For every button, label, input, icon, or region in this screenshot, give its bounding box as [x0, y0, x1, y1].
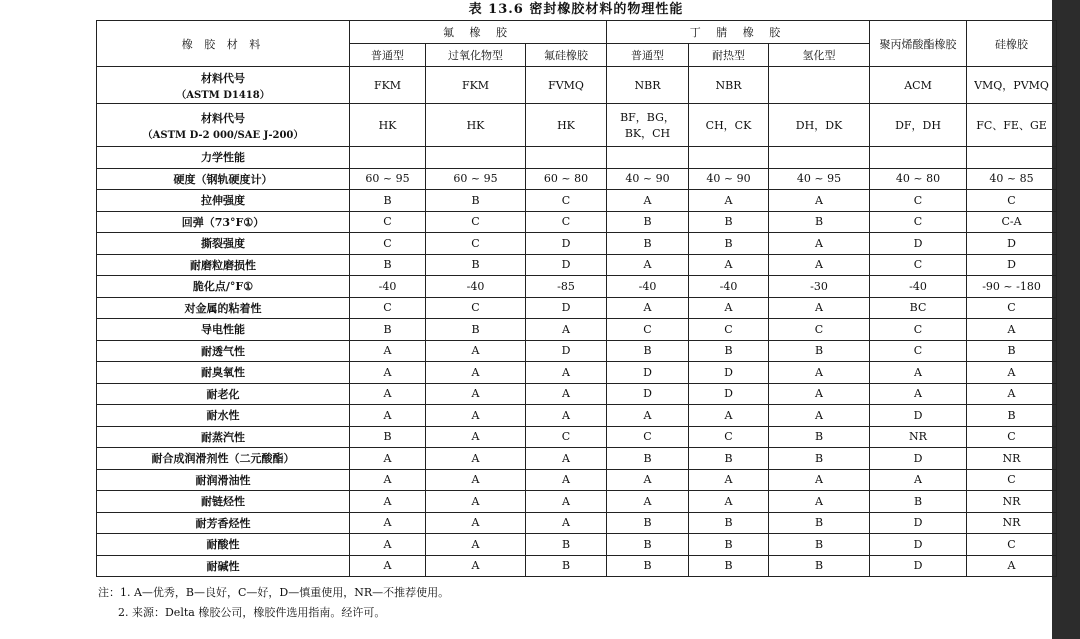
- value-cell: D: [689, 362, 769, 384]
- value-cell: A: [689, 254, 769, 276]
- value-cell: C: [870, 211, 967, 233]
- row-label: 材料代号 （ASTM D-2 000/SAE J-200）: [97, 104, 350, 147]
- value-cell: A: [769, 190, 870, 212]
- value-cell: A: [769, 491, 870, 513]
- value-cell: [350, 147, 426, 169]
- value-cell: VMQ，PVMQ: [967, 67, 1057, 104]
- value-cell: [426, 147, 526, 169]
- value-cell: B: [689, 340, 769, 362]
- value-cell: C: [870, 190, 967, 212]
- rubber-properties-table: [96, 20, 1057, 577]
- row-label: 耐酸性: [97, 534, 350, 556]
- table-row: [97, 448, 1057, 470]
- table-row: [97, 469, 1057, 491]
- value-cell: B: [350, 254, 426, 276]
- value-cell: C: [689, 319, 769, 341]
- value-cell: A: [689, 297, 769, 319]
- value-cell: A: [426, 340, 526, 362]
- value-cell: A: [350, 405, 426, 427]
- table-row: [97, 233, 1057, 255]
- value-cell: D: [607, 383, 689, 405]
- table-row: [97, 555, 1057, 577]
- row-label: 耐润滑油性: [97, 469, 350, 491]
- value-cell: [769, 67, 870, 104]
- table-row: [97, 67, 1057, 104]
- value-cell: -40: [607, 276, 689, 298]
- value-cell: D: [526, 254, 607, 276]
- value-cell: -90 ~ -180: [967, 276, 1057, 298]
- value-cell: B: [967, 405, 1057, 427]
- value-cell: C: [967, 469, 1057, 491]
- value-cell: B: [607, 512, 689, 534]
- value-cell: D: [607, 362, 689, 384]
- value-cell: A: [526, 319, 607, 341]
- value-cell: BC: [870, 297, 967, 319]
- value-cell: NR: [967, 448, 1057, 470]
- value-cell: C: [607, 319, 689, 341]
- table-row: [97, 276, 1057, 298]
- value-cell: A: [350, 534, 426, 556]
- value-cell: A: [350, 555, 426, 577]
- value-cell: [689, 147, 769, 169]
- subheader-cell: 耐热型: [689, 44, 769, 67]
- value-cell: B: [607, 555, 689, 577]
- value-cell: A: [426, 405, 526, 427]
- row-label: 对金属的粘着性: [97, 297, 350, 319]
- value-cell: A: [426, 534, 526, 556]
- value-cell: A: [967, 319, 1057, 341]
- value-cell: B: [769, 448, 870, 470]
- value-cell: A: [769, 383, 870, 405]
- value-cell: 40 ~ 90: [607, 168, 689, 190]
- value-cell: B: [350, 319, 426, 341]
- value-cell: -30: [769, 276, 870, 298]
- value-cell: D: [967, 233, 1057, 255]
- value-cell: D: [870, 512, 967, 534]
- value-cell: B: [769, 426, 870, 448]
- value-cell: 60 ~ 95: [426, 168, 526, 190]
- value-cell: ACM: [870, 67, 967, 104]
- value-cell: A: [526, 448, 607, 470]
- value-cell: C: [870, 254, 967, 276]
- value-cell: A: [350, 469, 426, 491]
- value-cell: A: [350, 512, 426, 534]
- table-row: [97, 405, 1057, 427]
- value-cell: B: [689, 448, 769, 470]
- value-cell: B: [769, 340, 870, 362]
- value-cell: A: [689, 190, 769, 212]
- value-cell: C: [769, 319, 870, 341]
- value-cell: A: [870, 383, 967, 405]
- value-cell: A: [350, 362, 426, 384]
- value-cell: HK: [350, 104, 426, 147]
- value-cell: -40: [689, 276, 769, 298]
- table-row: [97, 297, 1057, 319]
- value-cell: 40 ~ 95: [769, 168, 870, 190]
- value-cell: C: [350, 233, 426, 255]
- value-cell: FKM: [350, 67, 426, 104]
- value-cell: 60 ~ 80: [526, 168, 607, 190]
- value-cell: HK: [526, 104, 607, 147]
- value-cell: A: [526, 405, 607, 427]
- value-cell: A: [426, 383, 526, 405]
- value-cell: A: [967, 362, 1057, 384]
- value-cell: CH，CK: [689, 104, 769, 147]
- value-cell: B: [689, 211, 769, 233]
- value-cell: B: [689, 512, 769, 534]
- value-cell: C: [350, 211, 426, 233]
- value-cell: -40: [350, 276, 426, 298]
- value-cell: D: [870, 555, 967, 577]
- value-cell: DH，DK: [769, 104, 870, 147]
- table-row: [97, 362, 1057, 384]
- document-page: [96, 0, 1056, 639]
- value-cell: A: [769, 254, 870, 276]
- value-cell: A: [350, 383, 426, 405]
- value-cell: A: [607, 254, 689, 276]
- table-row: [97, 491, 1057, 513]
- group-header-nitrile: 丁 腈 橡 胶: [607, 21, 870, 44]
- value-cell: B: [769, 211, 870, 233]
- value-cell: B: [769, 534, 870, 556]
- table-row: [97, 534, 1057, 556]
- value-cell: [769, 147, 870, 169]
- row-label: 力学性能: [97, 147, 350, 169]
- table-row: [97, 190, 1057, 212]
- value-cell: 40 ~ 90: [689, 168, 769, 190]
- row-label: 材料代号 （ASTM D1418）: [97, 67, 350, 104]
- value-cell: B: [769, 555, 870, 577]
- value-cell: B: [607, 211, 689, 233]
- value-cell: A: [607, 190, 689, 212]
- value-cell: B: [689, 555, 769, 577]
- value-cell: -40: [870, 276, 967, 298]
- row-label: 耐臭氧性: [97, 362, 350, 384]
- value-cell: A: [689, 405, 769, 427]
- table-row: [97, 319, 1057, 341]
- value-cell: NR: [967, 512, 1057, 534]
- value-cell: C: [870, 319, 967, 341]
- value-cell: NBR: [689, 67, 769, 104]
- row-label: 拉伸强度: [97, 190, 350, 212]
- value-cell: B: [967, 340, 1057, 362]
- value-cell: [607, 147, 689, 169]
- value-cell: B: [607, 233, 689, 255]
- value-cell: D: [526, 233, 607, 255]
- row-label: 硬度（钢轨硬度计）: [97, 168, 350, 190]
- row-label: 耐透气性: [97, 340, 350, 362]
- row-label: 耐合成润滑剂性（二元酸酯）: [97, 448, 350, 470]
- value-cell: A: [967, 383, 1057, 405]
- value-cell: B: [607, 448, 689, 470]
- value-cell: A: [526, 512, 607, 534]
- value-cell: A: [769, 469, 870, 491]
- value-cell: B: [426, 319, 526, 341]
- value-cell: 60 ~ 95: [350, 168, 426, 190]
- value-cell: A: [350, 491, 426, 513]
- table-row: [97, 426, 1057, 448]
- value-cell: A: [607, 405, 689, 427]
- value-cell: A: [526, 469, 607, 491]
- value-cell: A: [607, 491, 689, 513]
- value-cell: A: [769, 405, 870, 427]
- header-acm: 聚丙烯酸酯橡胶: [870, 21, 967, 67]
- value-cell: A: [769, 233, 870, 255]
- table-row: [97, 147, 1057, 169]
- value-cell: C: [689, 426, 769, 448]
- value-cell: B: [689, 534, 769, 556]
- value-cell: DF，DH: [870, 104, 967, 147]
- value-cell: B: [607, 534, 689, 556]
- value-cell: C: [967, 297, 1057, 319]
- row-label: 耐蒸汽性: [97, 426, 350, 448]
- value-cell: FVMQ: [526, 67, 607, 104]
- value-cell: B: [689, 233, 769, 255]
- value-cell: A: [426, 469, 526, 491]
- value-cell: C: [967, 534, 1057, 556]
- subheader-cell: 氟硅橡胶: [526, 44, 607, 67]
- value-cell: D: [870, 448, 967, 470]
- value-cell: A: [870, 469, 967, 491]
- value-cell: B: [350, 190, 426, 212]
- value-cell: D: [526, 297, 607, 319]
- value-cell: B: [526, 534, 607, 556]
- table-title: 表 13.6 密封橡胶材料的物理性能: [468, 2, 684, 17]
- value-cell: D: [526, 340, 607, 362]
- value-cell: A: [967, 555, 1057, 577]
- value-cell: FC、FE、GE: [967, 104, 1057, 147]
- value-cell: A: [426, 555, 526, 577]
- value-cell: B: [526, 555, 607, 577]
- value-cell: B: [607, 340, 689, 362]
- row-label: 脆化点/°F①: [97, 276, 350, 298]
- value-cell: A: [769, 362, 870, 384]
- value-cell: A: [426, 491, 526, 513]
- table-row: [97, 383, 1057, 405]
- value-cell: 40 ~ 85: [967, 168, 1057, 190]
- value-cell: NR: [870, 426, 967, 448]
- value-cell: B: [426, 254, 526, 276]
- value-cell: A: [607, 469, 689, 491]
- value-cell: A: [689, 469, 769, 491]
- value-cell: C: [607, 426, 689, 448]
- note-2: 2. 来源：Delta 橡胶公司，橡胶件选用指南。经许可。: [118, 606, 386, 619]
- table-row: [97, 254, 1057, 276]
- value-cell: D: [870, 405, 967, 427]
- value-cell: C: [870, 340, 967, 362]
- value-cell: A: [607, 297, 689, 319]
- value-cell: C: [526, 426, 607, 448]
- value-cell: D: [870, 534, 967, 556]
- value-cell: [967, 147, 1057, 169]
- value-cell: C: [426, 233, 526, 255]
- value-cell: C: [967, 190, 1057, 212]
- value-cell: BF，BG，BK，CH: [607, 104, 689, 147]
- value-cell: NBR: [607, 67, 689, 104]
- value-cell: B: [769, 512, 870, 534]
- value-cell: -85: [526, 276, 607, 298]
- row-label: 耐水性: [97, 405, 350, 427]
- value-cell: HK: [426, 104, 526, 147]
- value-cell: A: [426, 512, 526, 534]
- value-cell: C: [526, 190, 607, 212]
- value-cell: C: [426, 297, 526, 319]
- value-cell: A: [426, 426, 526, 448]
- subheader-cell: 普通型: [607, 44, 689, 67]
- value-cell: A: [426, 362, 526, 384]
- value-cell: A: [769, 297, 870, 319]
- value-cell: B: [350, 426, 426, 448]
- value-cell: A: [526, 383, 607, 405]
- value-cell: C-A: [967, 211, 1057, 233]
- row-label: 耐链烃性: [97, 491, 350, 513]
- row-label: 耐老化: [97, 383, 350, 405]
- value-cell: A: [426, 448, 526, 470]
- table-row: [97, 512, 1057, 534]
- value-cell: B: [870, 491, 967, 513]
- value-cell: C: [350, 297, 426, 319]
- value-cell: A: [870, 362, 967, 384]
- note-1: 注：1. A—优秀，B—良好，C—好，D—慎重使用，NR—不推荐使用。: [98, 586, 450, 599]
- value-cell: D: [967, 254, 1057, 276]
- value-cell: NR: [967, 491, 1057, 513]
- value-cell: A: [350, 448, 426, 470]
- table-row: [97, 211, 1057, 233]
- value-cell: C: [967, 426, 1057, 448]
- row-label: 耐磨粒磨损性: [97, 254, 350, 276]
- table-notes: [96, 583, 1056, 623]
- value-cell: D: [689, 383, 769, 405]
- value-cell: A: [526, 491, 607, 513]
- value-cell: [870, 147, 967, 169]
- table-row: [97, 168, 1057, 190]
- value-cell: C: [526, 211, 607, 233]
- table-row: [97, 104, 1057, 147]
- value-cell: A: [350, 340, 426, 362]
- row-label: 回弹（73°F①）: [97, 211, 350, 233]
- value-cell: -40: [426, 276, 526, 298]
- value-cell: FKM: [426, 67, 526, 104]
- value-cell: C: [426, 211, 526, 233]
- value-cell: A: [689, 491, 769, 513]
- header-silicone: 硅橡胶: [967, 21, 1057, 67]
- subheader-cell: 普通型: [350, 44, 426, 67]
- table-row: [97, 340, 1057, 362]
- row-label: 耐芳香烃性: [97, 512, 350, 534]
- subheader-cell: 氢化型: [769, 44, 870, 67]
- row-label: 撕裂强度: [97, 233, 350, 255]
- value-cell: 40 ~ 80: [870, 168, 967, 190]
- group-header-fluoro: 氟 橡 胶: [350, 21, 607, 44]
- value-cell: [526, 147, 607, 169]
- value-cell: D: [870, 233, 967, 255]
- corner-header: 橡 胶 材 料: [97, 21, 350, 67]
- value-cell: A: [526, 362, 607, 384]
- row-label: 导电性能: [97, 319, 350, 341]
- row-label: 耐碱性: [97, 555, 350, 577]
- subheader-cell: 过氧化物型: [426, 44, 526, 67]
- value-cell: B: [426, 190, 526, 212]
